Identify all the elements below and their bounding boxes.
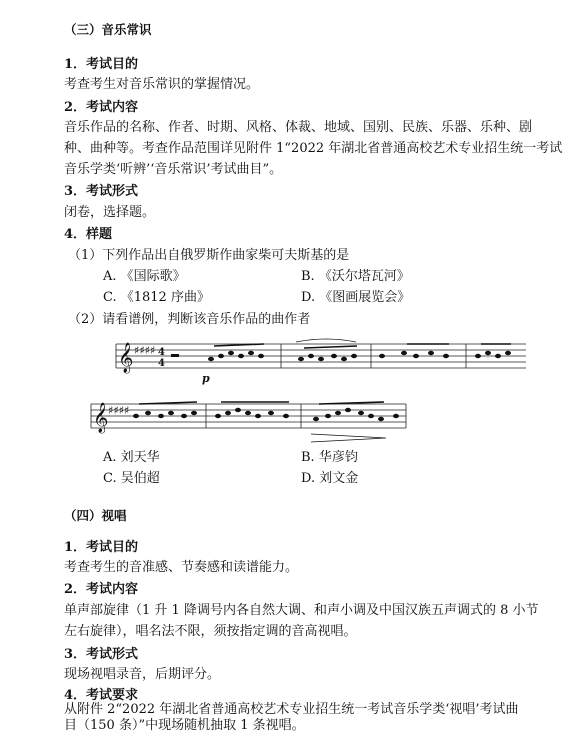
q2-option-a: A. 刘天华 (103, 450, 160, 465)
q1-option-b: B. 《沃尔塔瓦河》 (301, 269, 410, 284)
text-exam-requirements-1: 从附件 2“2022 年湖北省普通高校艺术专业招生统一考试音乐学类‘视唱’考试曲 (64, 702, 519, 717)
heading-exam-content: 2．考试内容 (64, 100, 139, 115)
text-exam-content-1: 音乐作品的名称、作者、时期、风格、体裁、地域、国别、民族、乐器、乐种、剧 (64, 120, 533, 135)
heading-exam-purpose-2: 1．考试目的 (64, 540, 139, 555)
time-signature-top: 4 (158, 347, 165, 358)
time-signature-bottom: 4 (158, 358, 165, 369)
music-score-line-2 (86, 392, 526, 448)
heading-exam-purpose: 1．考试目的 (64, 57, 139, 72)
q1-option-c: C. 《1812 序曲》 (103, 290, 210, 305)
treble-clef-icon: 𝄞 (93, 403, 109, 433)
half-rest-icon (171, 354, 179, 357)
text-exam-content-3: 音乐学类‘听辨’‘音乐常识’考试曲目”。 (64, 162, 283, 177)
text-exam-content-2: 种、曲种等。考查作品范围详见附件 1“2022 年湖北省普通高校艺术专业招生统一考试 (64, 141, 563, 156)
sharp-icon: ♯♯♯♯ (134, 344, 156, 357)
question-1: （1）下列作品出自俄罗斯作曲家柴可夫斯基的是 (68, 248, 350, 263)
text-exam-requirements-2: 目（150 条）”中现场随机抽取 1 条视唱。 (64, 718, 305, 733)
heading-exam-content-2: 2．考试内容 (64, 582, 139, 597)
q2-option-d: D. 刘文金 (301, 471, 359, 486)
section-heading-sight-singing: （四）视唱 (64, 508, 127, 523)
sharp-icon: ♯♯♯♯ (108, 404, 130, 417)
q1-option-d: D. 《图画展览会》 (301, 290, 411, 305)
heading-exam-requirements: 4．考试要求 (64, 688, 139, 703)
music-score-line-1 (86, 332, 526, 386)
text-exam-purpose: 考查考生对音乐常识的掌握情况。 (64, 77, 260, 92)
question-2: （2）请看谱例，判断该音乐作品的曲作者 (68, 312, 311, 327)
text-exam-purpose-2: 考查考生的音准感、节奏感和读谱能力。 (64, 560, 299, 575)
heading-exam-form: 3．考试形式 (64, 184, 139, 199)
text-exam-content-2-1: 单声部旋律（1 升 1 降调号内各自然大调、和声小调及中国汉族五声调式的 8 小节 (64, 603, 539, 618)
q2-option-c: C. 吴伯超 (103, 471, 160, 486)
text-exam-content-2-2: 左右旋律），唱名法不限，须按指定调的音高视唱。 (64, 624, 357, 639)
q1-option-a: A. 《国际歌》 (103, 269, 186, 284)
dynamic-mark: p (202, 372, 210, 385)
section-heading-music-knowledge: （三）音乐常识 (64, 22, 152, 37)
treble-clef-icon: 𝄞 (118, 343, 134, 373)
heading-exam-form-2: 3．考试形式 (64, 647, 139, 662)
q2-option-b: B. 华彦钧 (301, 450, 358, 465)
text-exam-form-2: 现场视唱录音，后期评分。 (64, 667, 221, 682)
text-exam-form: 闭卷，选择题。 (64, 205, 156, 220)
heading-sample-questions: 4．样题 (64, 227, 113, 242)
